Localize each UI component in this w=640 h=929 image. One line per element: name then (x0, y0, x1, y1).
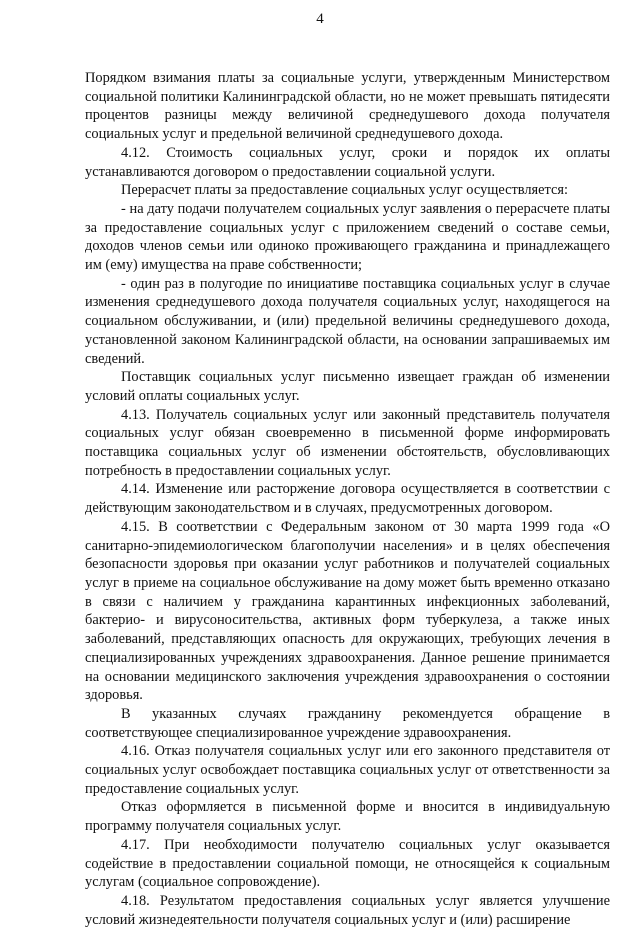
paragraph-4-18: 4.18. Результатом предоставления социальных услуг является улучшение условий жизнедеятельности получателя социальных услуг и (или) расширение (85, 892, 610, 928)
paragraph-provider-notice: Поставщик социальных услуг письменно извещает граждан об изменении условий оплаты социальных услуг. (85, 369, 610, 404)
list-item-recalculation-on-request: - на дату подачи получателем социальных услуг заявления о перерасчете платы за предоставление социальных услуг с приложением сведений о составе семьи, доходов членов семьи или одиноко проживающего гражданина и принадлежащего им (ему) имущества на праве собственности; (85, 200, 610, 274)
paragraph-4-15: 4.15. В соответствии с Федеральным законом от 30 марта 1999 года «О санитарно-эпидемиологическом благополучии населения» и в целях обеспечения безопасности здоровья при оказании услуг работников и получателей социальных услуг в приеме на социальное обслуживание на дому может быть временно отказано в связи с наличием у гражданина карантинных инфекционных заболеваний, бактерио- и вирусоносительства, активных форм туберкулеза, а также иных заболеваний, представляющих опасность для окружающих, требующих лечения в специализированных учреждениях здравоохранения. Данное решение принимается на основании медицинского заключения учреждения здравоохранения о состоянии здоровья. (85, 518, 610, 704)
paragraph-refusal-form: Отказ оформляется в письменной форме и вносится в индивидуальную программу получателя социальных услуг. (85, 799, 610, 835)
list-item-recalculation-semiannual: - один раз в полугодие по инициативе поставщика социальных услуг в случае изменения среднедушевого дохода получателя социальных услуг, находящегося на социальном обслуживании, и (или) предельной величины среднедушевого дохода, установленной законом Калининградской области, на основании запрашиваемых им сведений. (85, 275, 610, 367)
paragraph-4-16: 4.16. Отказ получателя социальных услуг или его законного представителя от социальных услуг освобождает поставщика социальных услуг от ответственности за предоставление социальных услуг. (85, 743, 610, 797)
paragraph-4-13: 4.13. Получатель социальных услуг или законный представитель получателя социальных услуг обязан своевременно в письменной форме информировать поставщика социальных услуг об изменении обстоятельств, обусловливающих потребность в предоставлении социальных услуг. (85, 406, 610, 479)
paragraph-payment-continuation: Порядком взимания платы за социальные услуги, утвержденным Министерством социальной политики Калининградской области, но не может превышать пятидесяти процентов разницы между величиной среднедушевого дохода получателя социальных услуг и предельной величиной среднедушевого дохода. (85, 70, 610, 143)
page-number: 4 (316, 11, 324, 27)
paragraph-4-17: 4.17. При необходимости получателю социальных услуг оказывается содействие в предоставлении социальной помощи, не относящейся к социальным услугам (социальное сопровождение). (85, 836, 610, 891)
paragraph-referral: В указанных случаях гражданину рекомендуется обращение в соответствующее специализированное учреждение здравоохранения. (85, 705, 610, 741)
paragraph-4-14: 4.14. Изменение или расторжение договора осуществляется в соответствии с действующим законодательством и в случаях, предусмотренных договором. (85, 481, 610, 517)
paragraph-recalculation-intro: Перерасчет платы за предоставление социальных услуг осуществляется: (121, 182, 569, 199)
paragraph-4-12: 4.12. Стоимость социальных услуг, сроки и порядок их оплаты устанавливаются договором о предоставлении социальной услуги. (85, 144, 610, 180)
document-body (85, 69, 610, 929)
